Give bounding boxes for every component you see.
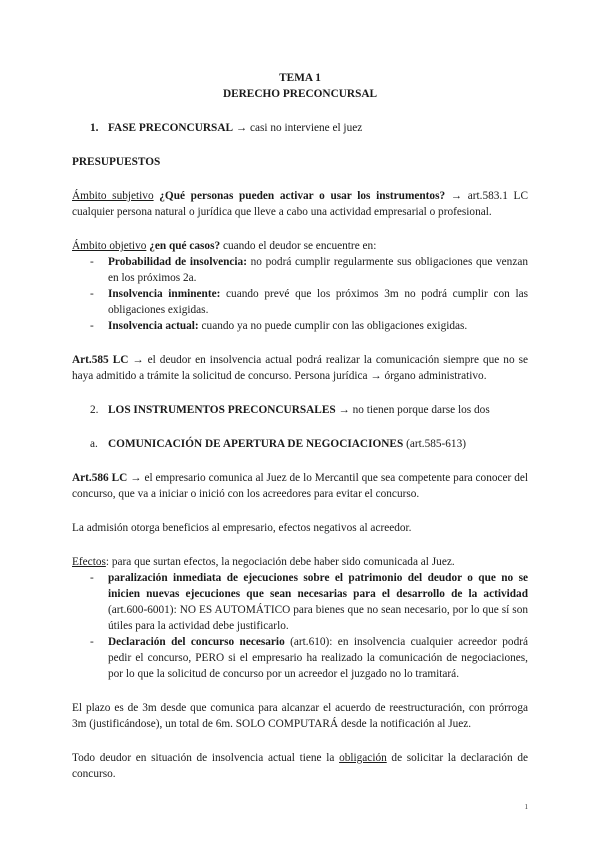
section-1-heading — [90, 120, 528, 136]
art586-paragraph — [72, 470, 528, 502]
ambito-objetivo-paragraph — [72, 238, 528, 254]
efectos-paragraph — [72, 554, 528, 570]
presupuestos-heading: PRESUPUESTOS — [72, 156, 161, 168]
list-item: - Probabilidad de insolvencia: no podrá cumplir regularmente sus obligaciones que venzan en los próximos 2a. — [90, 256, 528, 284]
plazo-paragraph: El plazo es de 3m desde que comunica para alcanzar el acuerdo de reestructuración, con prórroga 3m (justificándose), un total de 6m. SOLO COMPUTARÁ desde la notificación al Juez. — [72, 702, 528, 730]
section-2a-note: (art.585-613) — [403, 438, 466, 450]
title-line-1: TEMA 1 — [279, 72, 321, 84]
title-line-2: DERECHO PRECONCURSAL — [222, 88, 378, 100]
ambito-subjetivo-label: Ámbito subjetivo — [72, 190, 154, 202]
list-item: - Insolvencia actual: cuando ya no puede cumplir con las obligaciones exigidas. — [90, 320, 468, 332]
obligacion-underlined: obligación — [339, 752, 387, 764]
section-2a-heading — [90, 436, 528, 452]
section-1-title: FASE PRECONCURSAL — [108, 122, 234, 134]
efectos-label: Efectos — [72, 556, 106, 568]
ambito-objetivo-label: Ámbito objetivo — [72, 240, 147, 252]
page-number: 1 — [524, 803, 528, 811]
document-body — [72, 70, 528, 800]
art586-text: → el empresario comunica al Juez de lo Mercantil que sea competente para conocer del concurso, que va a iniciar o inició con los acreedores para evitar el concurso. — [72, 472, 528, 500]
list-item: - Declaración del concurso necesario (art.610): en insolvencia cualquier acreedor podrá pedir el concurso, PERO si el empresario ha realizado la comunicación de negociaciones, por lo que la solicitud de concurso por un acreedor el juzgado no lo tramitará. — [90, 636, 529, 680]
art585-paragraph — [72, 352, 528, 384]
section-1-number: 1. — [90, 122, 99, 134]
list-item: - paralización inmediata de ejecuciones sobre el patrimonio del deudor o que no se inicien nuevas ejecuciones que sean necesarias para el desarrollo de la actividad (art.600-6001): NO ES AUTOMÁTICO para bienes que no sean necesario, por lo que sí son útiles para la actividad debe justificarlo. — [90, 572, 528, 632]
section-2-heading — [90, 402, 528, 418]
ambito-subjetivo-question: ¿Qué personas pueden activar o usar los instrumentos? — [153, 190, 446, 202]
section-1-note: → casi no interviene el juez — [233, 122, 363, 134]
admision-paragraph: La admisión otorga beneficios al empresario, efectos negativos al acreedor. — [72, 522, 412, 534]
efectos-list — [72, 570, 528, 682]
section-2-number: 2. — [90, 404, 99, 416]
ambito-subjetivo-paragraph — [72, 188, 528, 220]
todo-deudor-paragraph: Todo deudor en situación de insolvencia actual tiene la obligación de solicitar la declaración de concurso. — [72, 752, 529, 780]
section-2-note: → no tienen porque darse los dos — [335, 404, 490, 416]
section-2-title: LOS INSTRUMENTOS PRECONCURSALES — [108, 404, 336, 416]
art586-label: Art.586 LC — [72, 472, 128, 484]
list-item: - Insolvencia inminente: cuando prevé que los próximos 3m no podrá cumplir con las obligaciones exigidas. — [90, 288, 528, 316]
ambito-objetivo-text: cuando el deudor se encuentre en: — [220, 240, 377, 252]
art585-text: → el deudor en insolvencia actual podrá realizar la comunicación siempre que no se haya admitido a trámite la solicitud de concurso. Persona jurídica → órgano administrativo. — [72, 354, 528, 382]
ambito-objetivo-list — [72, 254, 528, 334]
art585-label: Art.585 LC — [72, 354, 129, 366]
ambito-subjetivo-text: → art.583.1 LC cualquier persona natural o jurídica que lleve a cabo una actividad empresarial o profesional. — [72, 190, 528, 218]
section-2a-title: COMUNICACIÓN DE APERTURA DE NEGOCIACIONES — [108, 438, 404, 450]
efectos-text: : para que surtan efectos, la negociación debe haber sido comunicada al Juez. — [105, 556, 455, 568]
section-2a-number: a. — [90, 438, 98, 450]
ambito-objetivo-question: ¿en qué casos? — [146, 240, 221, 252]
